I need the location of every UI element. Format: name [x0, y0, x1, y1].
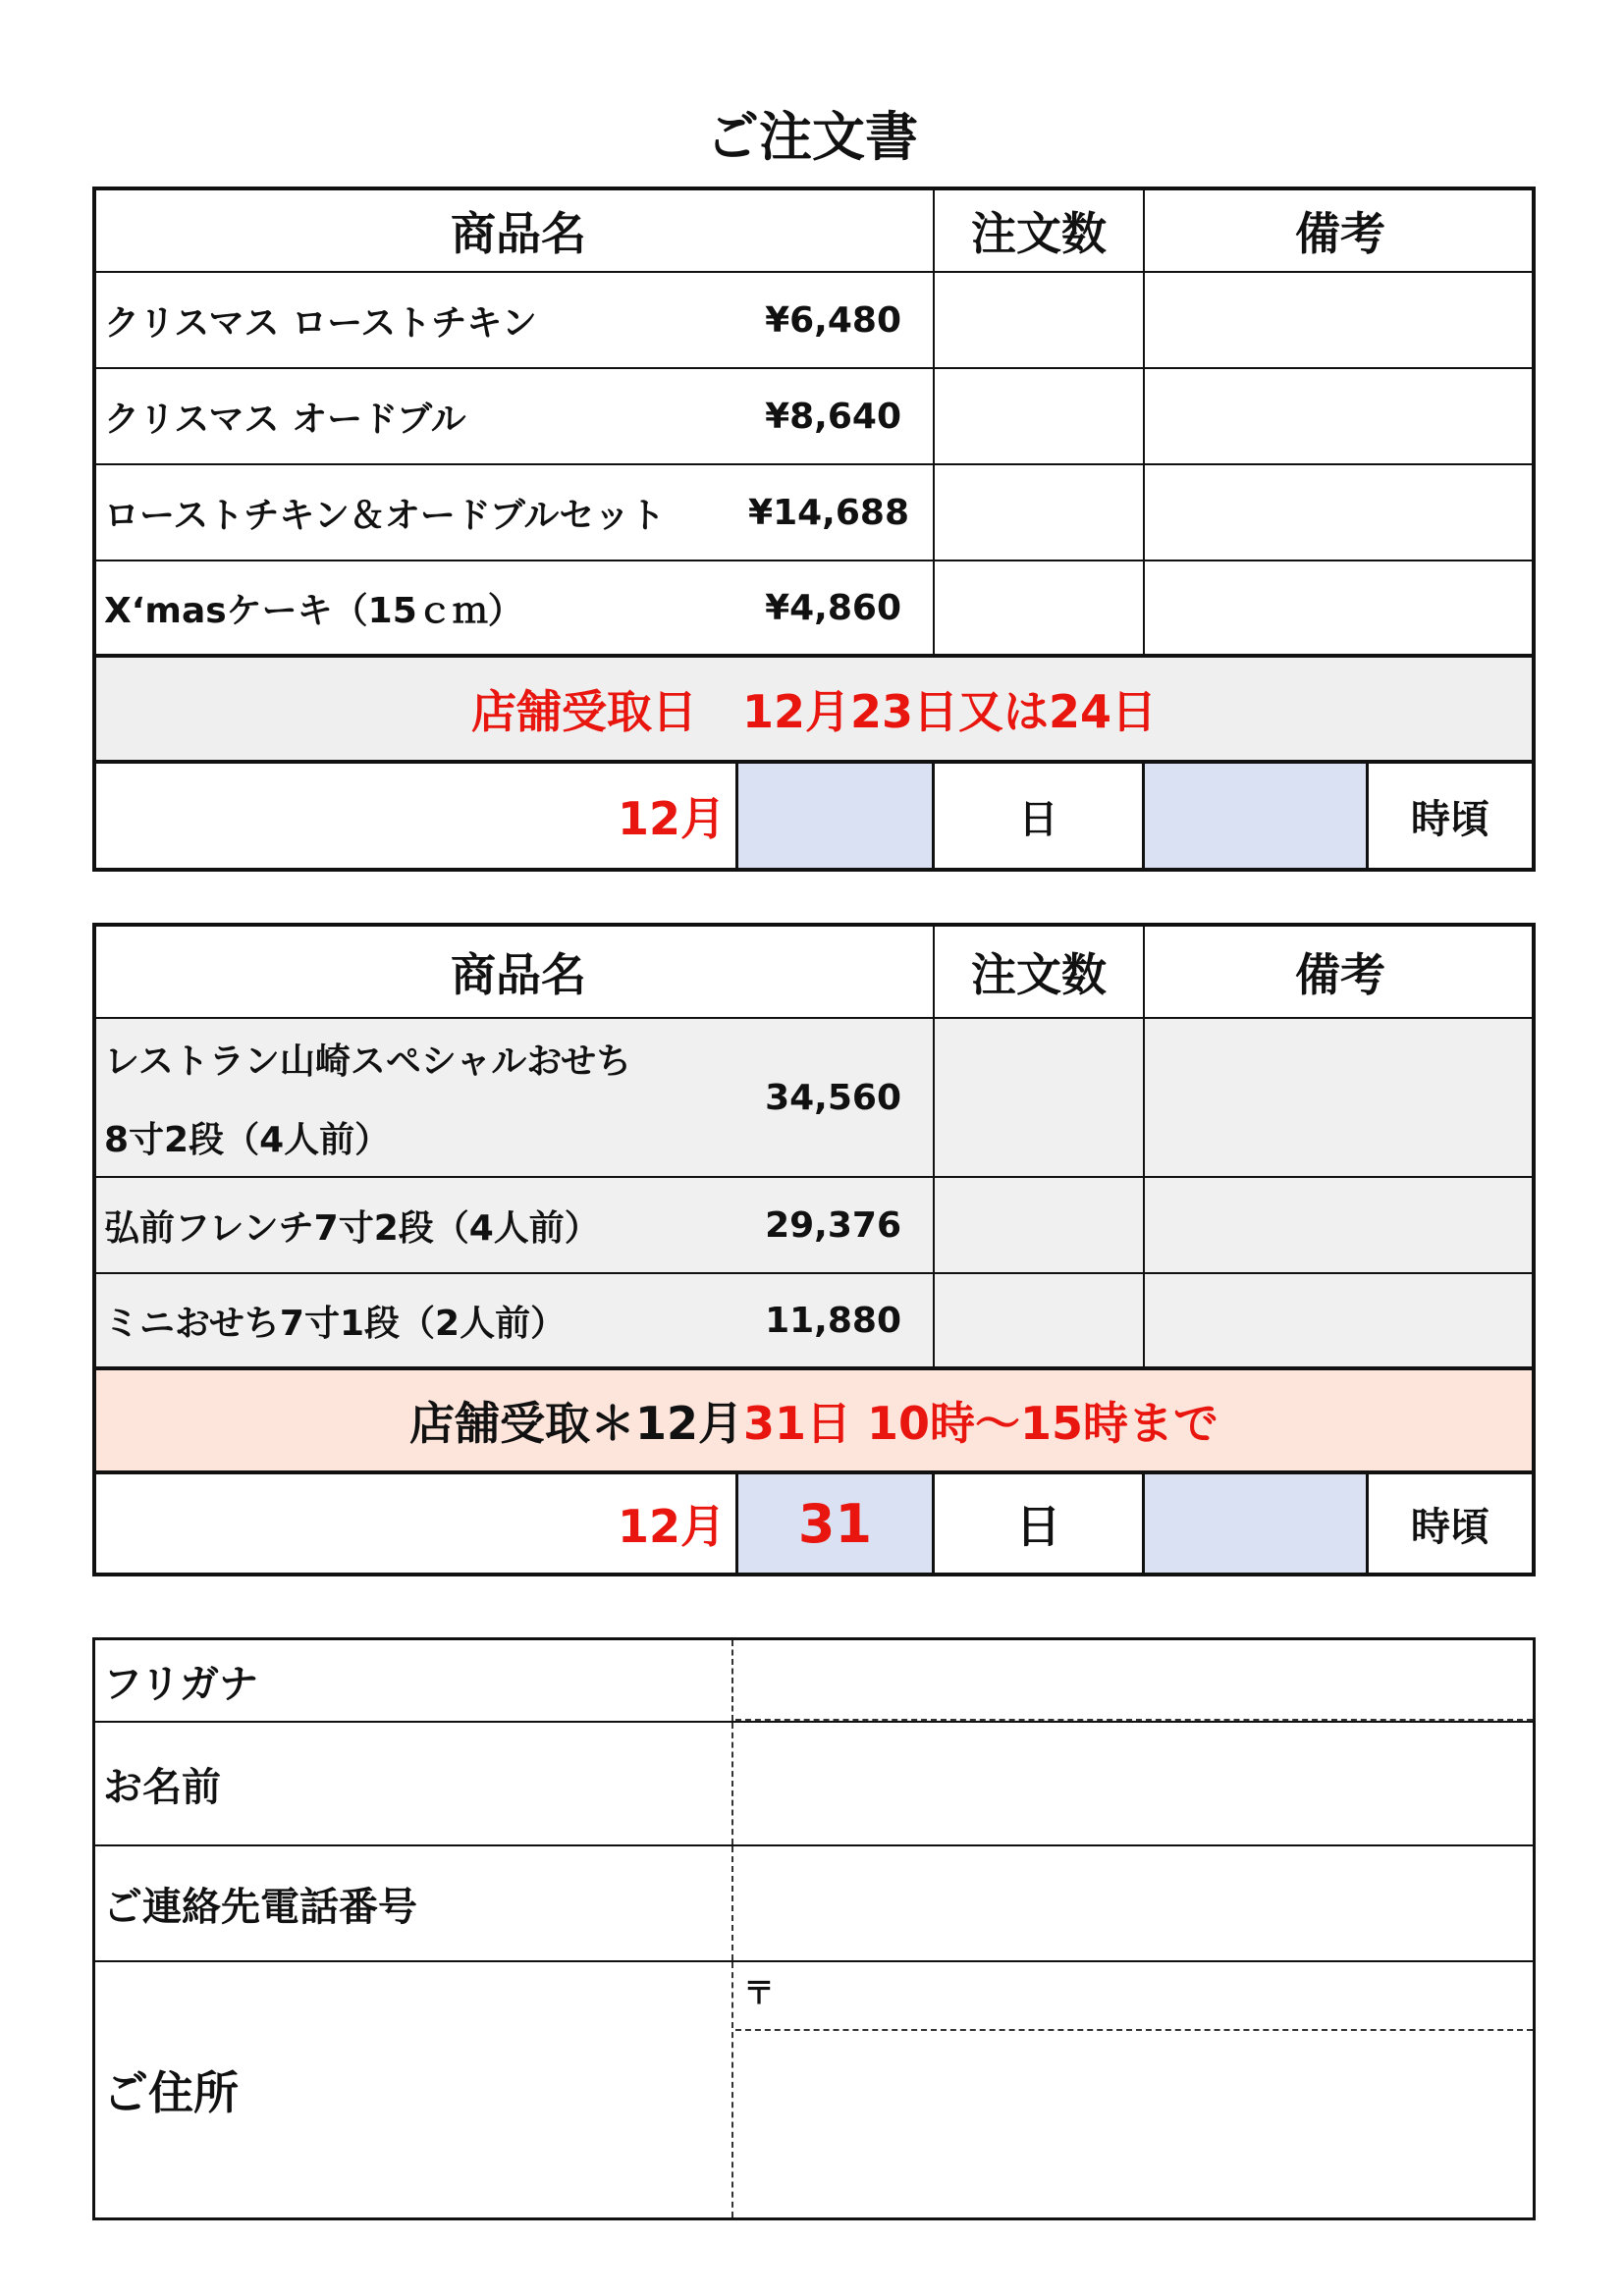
header-remarks: 備考 — [1295, 207, 1385, 260]
quantity-field[interactable] — [935, 273, 1145, 367]
remarks-field[interactable] — [1145, 369, 1536, 463]
table-header-row — [96, 927, 1532, 1017]
address-input[interactable] — [735, 2031, 1533, 2217]
quantity-field[interactable] — [935, 1178, 1145, 1272]
quantity-field[interactable] — [935, 465, 1145, 560]
product-cell — [96, 465, 935, 560]
address-row — [95, 1962, 1533, 2217]
table-row — [96, 463, 1532, 560]
day-unit-label: 日 — [935, 764, 1145, 868]
table-row — [96, 560, 1532, 654]
christmas-order-table — [92, 187, 1536, 872]
header-product-name: 商品名 — [96, 927, 935, 1017]
product-cell — [96, 369, 935, 463]
product-price: ¥6,480 — [765, 299, 901, 341]
pickup-time-input[interactable] — [1145, 764, 1369, 868]
quantity-field[interactable] — [935, 1019, 1145, 1176]
remarks-field[interactable] — [1145, 561, 1536, 654]
product-price: 34,560 — [765, 1077, 901, 1118]
table-row — [96, 1017, 1532, 1176]
pickup-date-banner: 店舗受取日 12月23日又は24日 — [96, 654, 1532, 764]
banner-text-red: 31日 10時～15時まで — [742, 1397, 1219, 1450]
remarks-field[interactable] — [1145, 1019, 1536, 1176]
pickup-datetime-row — [96, 764, 1532, 868]
phone-label: ご連絡先電話番号 — [95, 1846, 733, 1960]
remarks-field[interactable] — [1145, 1274, 1536, 1366]
product-price: 29,376 — [765, 1204, 901, 1246]
phone-row — [95, 1846, 1533, 1962]
header-remarks: 備考 — [1295, 948, 1385, 1001]
time-unit-label: 時頃 — [1411, 796, 1489, 842]
quantity-field[interactable] — [935, 561, 1145, 654]
product-cell — [96, 273, 935, 367]
product-name-line2: 8寸2段（4人前） — [104, 1119, 391, 1160]
header-quantity: 注文数 — [935, 927, 1145, 1017]
product-name: ローストチキン＆オードブルセット — [104, 495, 666, 536]
quantity-field[interactable] — [935, 1274, 1145, 1366]
phone-input[interactable] — [735, 1846, 1533, 1960]
header-quantity: 注文数 — [935, 190, 1145, 271]
product-cell — [96, 1019, 935, 1176]
pickup-datetime-row — [96, 1474, 1532, 1573]
name-row — [95, 1723, 1533, 1846]
time-unit-label: 時頃 — [1411, 1504, 1489, 1550]
pickup-month: 12月 — [96, 764, 738, 868]
furigana-row — [95, 1640, 1533, 1723]
table-row — [96, 1176, 1532, 1272]
pickup-month: 12月 — [96, 1474, 738, 1573]
product-price: ¥8,640 — [765, 396, 901, 437]
pickup-time-input[interactable] — [1145, 1474, 1369, 1573]
furigana-label: フリガナ — [95, 1640, 733, 1721]
table-row — [96, 271, 1532, 367]
product-price: ¥4,860 — [765, 587, 901, 628]
pickup-day-input[interactable] — [738, 764, 935, 868]
pickup-day-input[interactable]: 31 — [738, 1474, 935, 1573]
banner-text-black: 店舗受取＊12月 — [408, 1397, 743, 1450]
table-header-row — [96, 190, 1532, 271]
product-cell — [96, 1274, 935, 1366]
product-name: X‘masケーキ（15ｃｍ） — [104, 590, 523, 631]
product-price: 11,880 — [765, 1300, 901, 1341]
name-input[interactable] — [735, 1723, 1533, 1844]
product-name: ミニおせち7寸1段（2人前） — [104, 1303, 567, 1344]
product-name: クリスマス オードブル — [104, 399, 466, 440]
header-product-name: 商品名 — [96, 190, 935, 271]
furigana-input[interactable] — [735, 1640, 1533, 1721]
day-unit-label: 日 — [935, 1474, 1145, 1573]
quantity-field[interactable] — [935, 369, 1145, 463]
remarks-field[interactable] — [1145, 273, 1536, 367]
document-title: ご注文書 — [706, 106, 918, 168]
product-name: 弘前フレンチ7寸2段（4人前） — [104, 1207, 600, 1249]
product-cell — [96, 1178, 935, 1272]
pickup-date-banner — [96, 1366, 1532, 1474]
name-label: お名前 — [95, 1723, 733, 1844]
table-row — [96, 367, 1532, 463]
remarks-field[interactable] — [1145, 465, 1536, 560]
product-cell — [96, 561, 935, 654]
product-name-line1: レストラン山崎スペシャルおせち — [104, 1041, 632, 1082]
zip-mark: 〒 — [743, 1974, 776, 2011]
table-row — [96, 1272, 1532, 1366]
product-name: クリスマス ローストチキン — [104, 302, 537, 344]
product-price: ¥14,688 — [748, 492, 909, 533]
remarks-field[interactable] — [1145, 1178, 1536, 1272]
zip-input[interactable] — [735, 1962, 1533, 2031]
address-label: ご住所 — [95, 1962, 733, 2217]
osechi-order-table — [92, 923, 1536, 1576]
customer-info-table — [92, 1637, 1536, 2220]
